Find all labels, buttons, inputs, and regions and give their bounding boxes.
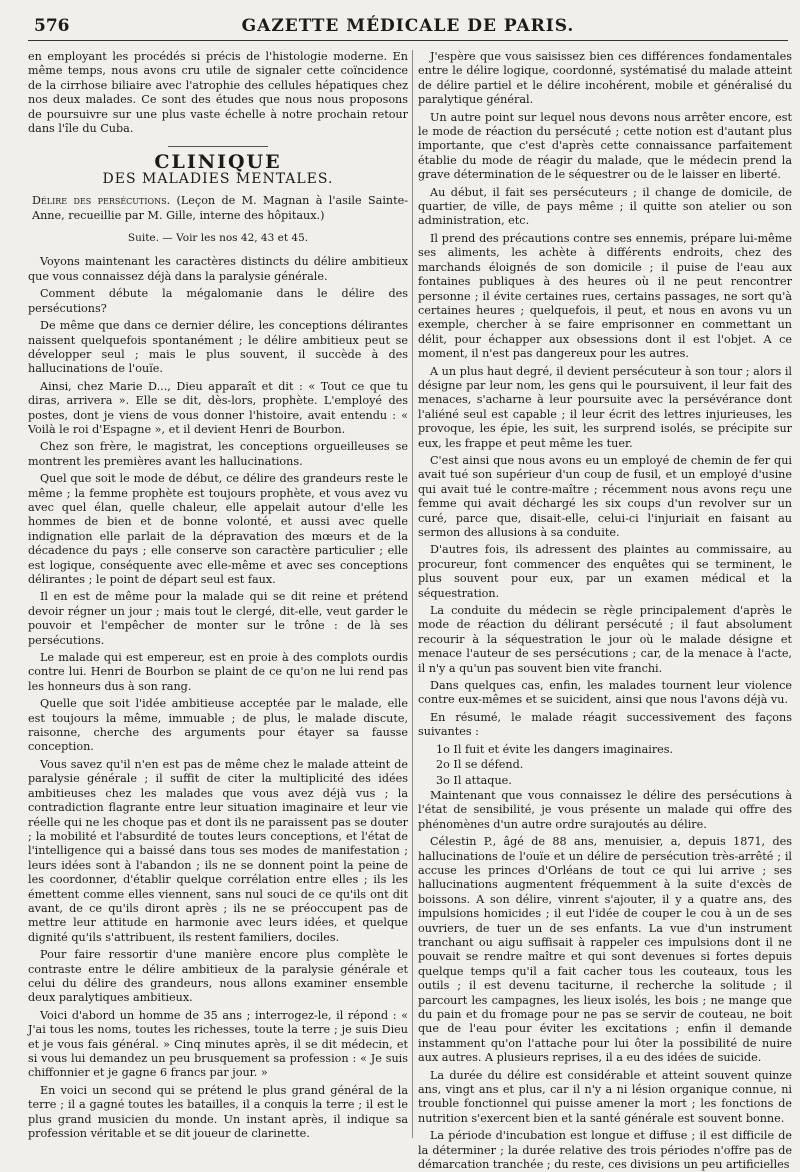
paragraph: En résumé, le malade réagit successivement des façons suivantes : xyxy=(418,710,792,739)
lecture-details: (Leçon de M. Magnan à l'asile Sainte-Anne, recueillie par M. Gille, interne des hôpitaux.) xyxy=(32,194,409,222)
list-item: 3o Il attaque. xyxy=(436,773,512,787)
section-title: CLINIQUE xyxy=(154,151,282,174)
paragraph: Un autre point sur lequel nous devons nous arrêter encore, est le mode de réaction du persécuté ; cette notion est d'autant plus importante, que c'est d'après cette connaissance parfaitement établie du mode de réagir du malade, que le médecin prend la grave détermination de le séquestrer ou de le laisser en liberté. xyxy=(418,110,792,182)
journal-title: GAZETTE MÉDICALE DE PARIS. xyxy=(241,16,575,36)
lecture-title: Délire des persécutions. xyxy=(32,194,171,208)
paragraph: Voyons maintenant les caractères distincts du délire ambitieux que vous connaissez déjà dans la paralysie générale. xyxy=(28,255,408,283)
paragraph: Comment débute la mégalomanie dans le délire des persécutions? xyxy=(28,287,408,315)
paragraph: Quelle que soit l'idée ambitieuse acceptée par le malade, elle est toujours la même, immuable ; de plus, le malade discute, raisonne, cherche des arguments pour étayer sa fausse conception. xyxy=(28,697,408,754)
list-item: 1o Il fuit et évite les dangers imaginaires. xyxy=(436,742,674,756)
section-rule xyxy=(168,146,268,147)
paragraph: C'est ainsi que nous avons eu un employé de chemin de fer qui avait tué son supérieur d'un coup de fusil, et un employé d'usine qui avait tué le contre-maître ; récemment nous avons reçu une femme qui avait déchargé les six coups d'un revolver sur un curé, parce que, disait-elle, celui-ci l'injuriait en faisant au sermon des allusions à sa conduite. xyxy=(418,453,792,539)
right-column xyxy=(418,50,792,1172)
paragraph: Chez son frère, le magistrat, les conceptions orgueilleuses se montrent les premières avant les hallucinations. xyxy=(28,440,408,468)
paragraph: Célestin P., âgé de 88 ans, menuisier, a, depuis 1871, des hallucinations de l'ouïe et un délire de persécution très-arrêté ; il accuse les princes d'Orléans de tout ce qui lui arrive ; ses hallucinations augmentent fréquemment à la suite d'excès de boissons. A son délire, vinrent s'ajouter, il y a quatre ans, des impulsions homicides ; il eut l'idée de couper le cou à un de ses ouvriers, de tuer un de ses enfants. La vue d'un instrument tranchant ou aigu suffisait à rappeler ces impulsions dont il ne pouvait se rendre maître et qui sont devenues si fortes depuis quelque temps qu'il a fait cacher tous les couteaux, tous les outils ; il est devenu taciturne, il recherche la solitude ; il parcourt les campagnes, les lieux isolés, les bois ; ne mange que du pain et du fromage pour ne pas se servir de couteau, ne boit que de l'eau pour éviter les excitations ; enfin il demande instamment qu'on l'attache pour lui ôter la possibilité de nuire aux autres. A plusieurs reprises, il a eu des idées de suicide. xyxy=(418,835,792,1065)
paragraph: Pour faire ressortir d'une manière encore plus complète le contraste entre le délire ambitieux de la paralysie générale et celui du délire des grandeurs, nous allons examiner ensemble deux paralytiques ambitieux. xyxy=(28,948,408,1005)
paragraph: Maintenant que vous connaissez le délire des persécutions à l'état de sensibilité, je vous présente un malade qui offre des phénomènes d'un autre ordre surajoutés au délire. xyxy=(418,788,792,831)
continuation-note: Suite. — Voir les nos 42, 43 et 45. xyxy=(127,232,309,245)
paragraph: Vous savez qu'il n'en est pas de même chez le malade atteint de paralysie générale ; il suffit de citer la multiplicité des idées ambitieuses chez les malades que vous avez déjà vus ; la contradiction flagrante entre leur situation imaginaire et leur vie réelle qui ne les choque pas et dont ils ne paraissent pas se douter ; la mobilité et l'absurdité de toutes leurs conceptions, et l'état de l'intelligence qui a baissé dans tous ses modes de manifestation ; leurs idées sont à l'abandon ; ils ne se donnent point la peine de les coordonner, d'établir quelque corrélation entre elles ; ils les émettent comme elles viennent, sans nul souci de ce qu'ils ont dit avant, de ce qu'ils diront après ; ils ne se préoccupent pas de mettre leur attitude en harmonie avec leurs idées, et quelque dignité qu'ils s'attribuent, ils restent familiers, dociles. xyxy=(28,757,408,944)
paragraph: Voici d'abord un homme de 35 ans ; interrogez-le, il répond : « J'ai tous les noms, toutes les richesses, toute la terre ; je suis Dieu et je vous fais général. » Cinq minutes après, il se dit médecin, et si vous lui demandez un peu brusquement sa profession : « Je suis chiffonnier et je gagne 6 francs par jour. » xyxy=(28,1008,408,1080)
paragraph: D'autres fois, ils adressent des plaintes au commissaire, au procureur, font commencer des enquêtes qui se terminent, le plus souvent pour eux, par un examen médical et la séquestration. xyxy=(418,543,792,600)
paragraph: La durée du délire est considérable et atteint souvent quinze ans, vingt ans et plus, car il n'y a ni lésion organique connue, ni trouble fonctionnel qui puisse amener la mort ; les fonctions de nutrition s'exercent bien et la santé générale est souvent bonne. xyxy=(418,1068,792,1125)
paragraph: La période d'incubation est longue et diffuse ; il est difficile de la déterminer ; la durée relative des trois périodes n'offre pas de démarcation tranchée ; du reste, ces divisions un peu artificielles xyxy=(418,1129,792,1172)
paragraph: A un plus haut degré, il devient persécuteur à son tour ; alors il désigne par leur nom, les gens qui le poursuivent, il leur fait des menaces, s'acharne à leur poursuite avec la persévérance dont l'aliéné seul est capable ; il leur écrit des lettres injurieuses, les provoque, les épie, les suit, les surprend isolés, se précipite sur eux, les frappe et peut même les tuer. xyxy=(418,364,792,450)
section-subtitle: DES MALADIES MENTALES. xyxy=(102,170,334,187)
paragraph: Au début, il fait ses persécuteurs ; il change de domicile, de quartier, de ville, de pays même ; il quitte son atelier ou son administration, etc. xyxy=(418,185,792,228)
paragraph: Dans quelques cas, enfin, les malades tournent leur violence contre eux-mêmes et se suicident, ainsi que nous l'avons déjà vu. xyxy=(418,679,792,707)
paragraph: En voici un second qui se prétend le plus grand général de la terre ; il a gagné toutes les batailles, il a conquis la terre ; il est le plus grand musicien du monde. Un instant après, il indique sa profession véritable et se dit joueur de clarinette. xyxy=(28,1083,408,1141)
paragraph: Il prend des précautions contre ses ennemis, prépare lui-même ses aliments, les achète à différents endroits, chez des marchands éloignés de son domicile ; il puise de l'eau aux fontaines publiques à des heures où il ne peut rencontrer personne ; il évite certaines rues, certains passages, ne sort qu'à certaines heures ; quelquefois, il peut, et nous en avons vu un exemple, chercher à se faire emprisonner en commettant un délit, pour échapper aux obsessions dont il est l'objet. A ce moment, il n'est pas dangereux pour les autres. xyxy=(418,231,792,361)
running-header xyxy=(28,12,788,41)
paragraph: Ainsi, chez Marie D..., Dieu apparaît et dit : « Tout ce que tu diras, arrivera ». Elle se dit, dès-lors, prophète. L'employé des postes, dont je viens de vous donner l'histoire, avait entendu : « Voilà le roi d'Espagne », et il devient Henri de Bourbon. xyxy=(28,379,408,436)
paragraph: De même que dans ce dernier délire, les conceptions délirantes naissent quelquefois spontanément ; le délire ambitieux peut se développer seul ; mais le plus souvent, il succède à des hallucinations de l'ouïe. xyxy=(28,319,408,376)
list-item: 2o Il se défend. xyxy=(436,758,524,772)
paragraph: Le malade qui est empereur, est en proie à des complots ourdis contre lui. Henri de Bourbon se plaint de ce qu'on ne lui rend pas les honneurs dus à son rang. xyxy=(28,651,408,693)
column-divider xyxy=(412,50,413,1138)
lecture-heading xyxy=(28,194,408,223)
paragraph: Il en est de même pour la malade qui se dit reine et prétend devoir régner un jour ; mais tout le clergé, dit-elle, veut garder le pouvoir et l'empêcher de monter sur le trône : de là ses persécutions. xyxy=(28,590,408,647)
intro-paragraph: en employant les procédés si précis de l'histologie moderne. En même temps, nous avons cru utile de signaler cette coïncidence de la cirrhose biliaire avec l'atrophie des cellules hépatiques chez nos deux malades. Ce sont des études que nous nous proposons de poursuivre sur une plus vaste échelle à notre prochain retour dans l'île du Cuba. xyxy=(28,50,408,136)
page-number: 576 xyxy=(34,16,70,36)
paragraph: La conduite du médecin se règle principalement d'après le mode de réaction du délirant persécuté ; il faut absolument recourir à la séquestration le jour où le malade désigne et menace l'auteur de ses persécutions ; car, de la menace à l'acte, il n'y a qu'un pas souvent bien vite franchi. xyxy=(418,604,792,675)
paragraph: Quel que soit le mode de début, ce délire des grandeurs reste le même ; la femme prophète est toujours prophète, et vous avez vu avec quel élan, quelle chaleur, elle appelait autour d'elle les hommes de bien et de bonne volonté, et aussi avec quelle indignation elle parlait de la dépravation des mœurs et de la décadence du pays ; elle conserve son caractère particulier ; elle est logique, conséquente avec elle-même et avec ses conceptions délirantes ; le point de départ seul est faux. xyxy=(28,472,408,586)
paragraph: J'espère que vous saisissez bien ces différences fondamentales entre le délire logique, coordonné, systématisé du malade atteint de délire partiel et le délire incohérent, mobile et généralisé du paralytique général. xyxy=(418,50,792,107)
left-column xyxy=(28,50,408,1140)
